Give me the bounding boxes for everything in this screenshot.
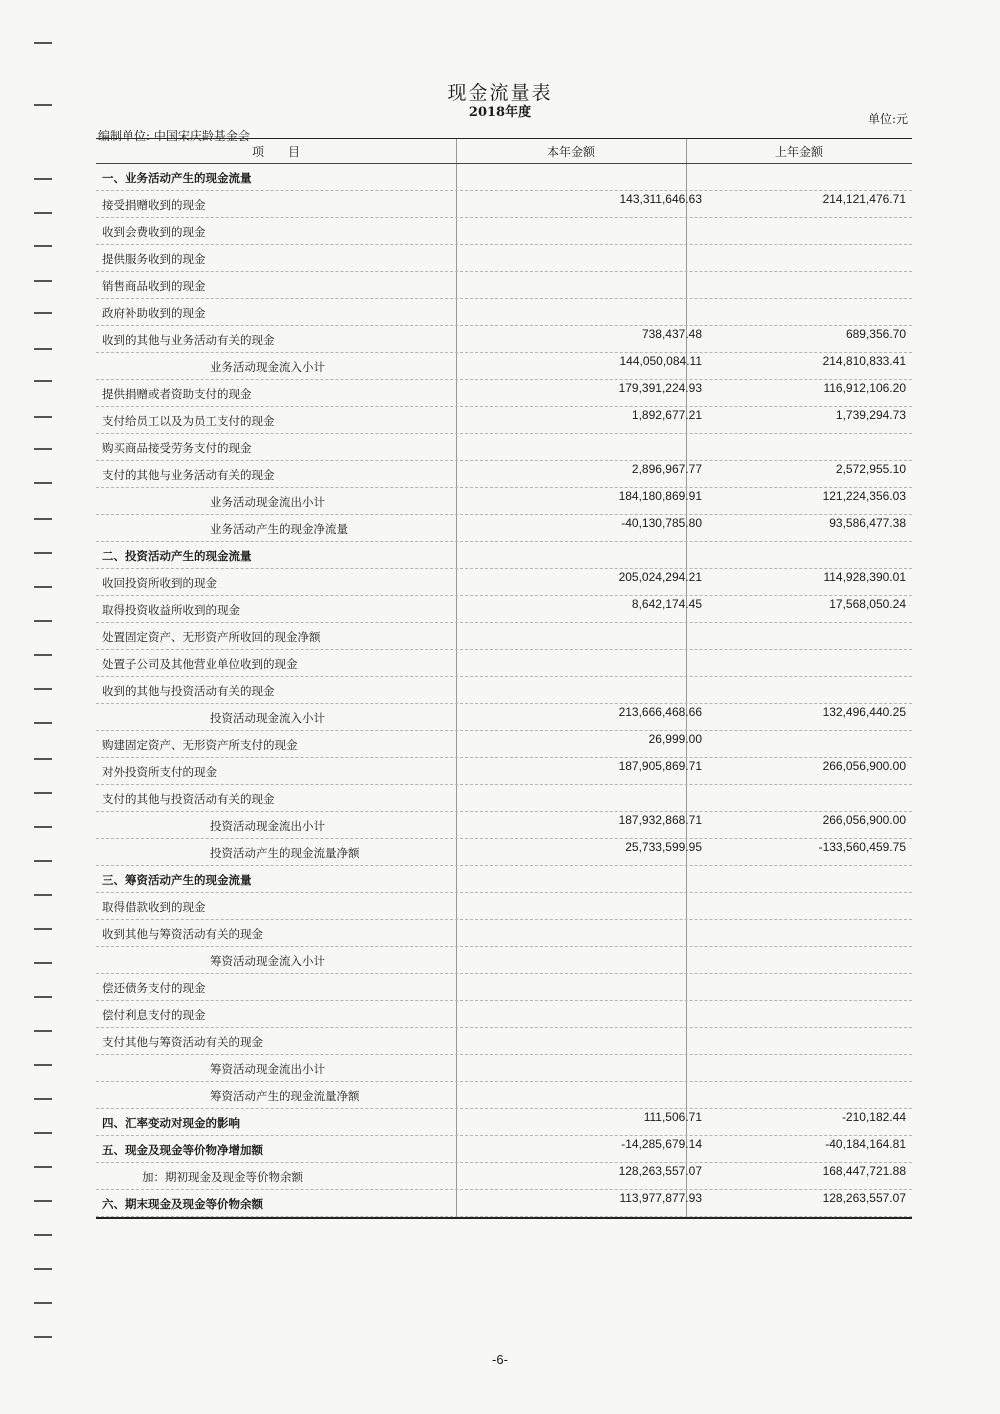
row-label: 偿还债务支付的现金 [102,981,206,995]
previous-year-amount: -40,184,164.81 [825,1137,906,1151]
previous-year-amount: 1,739,294.73 [835,408,906,422]
row-label: 二、投资活动产生的现金流量 [102,549,252,563]
current-year-amount: 187,905,869.71 [618,759,702,773]
table-row [96,1109,912,1136]
table-row [96,731,912,758]
row-label: 支付其他与筹资活动有关的现金 [102,1035,263,1049]
row-label: 支付给员工以及为员工支付的现金 [102,414,275,428]
table-row [96,866,912,893]
table-row [96,974,912,1001]
current-year-amount: 179,391,224.93 [618,381,702,395]
row-label: 一、业务活动产生的现金流量 [102,171,252,185]
table-row [96,353,912,380]
previous-year-amount: 17,568,050.24 [829,597,906,611]
table-row [96,407,912,434]
table-row [96,164,912,191]
table-row [96,245,912,272]
row-label: 收到的其他与投资活动有关的现金 [102,684,275,698]
table-row [96,299,912,326]
row-label: 购买商品接受劳务支付的现金 [102,441,252,455]
previous-year-amount: 121,224,356.03 [822,489,906,503]
row-label: 三、筹资活动产生的现金流量 [102,873,252,887]
current-year-amount: 144,050,084.11 [619,354,702,368]
header-item: 项 目 [251,145,300,159]
previous-year-amount: 93,586,477.38 [829,516,906,530]
row-label: 投资活动现金流入小计 [210,711,325,725]
table-row [96,434,912,461]
table-row [96,1028,912,1055]
row-label: 四、汇率变动对现金的影响 [102,1116,240,1130]
current-year-amount: 187,932,868.71 [618,813,702,827]
document-year: 2018年度 [468,105,532,120]
table-row [96,758,912,785]
document-title: 现金流量表 [447,82,553,104]
previous-year-amount: 266,056,900.00 [822,759,906,773]
row-label: 接受捐赠收到的现金 [102,198,206,212]
row-label: 筹资活动现金流出小计 [210,1062,325,1076]
row-label: 收到的其他与业务活动有关的现金 [102,333,275,347]
row-label: 处置子公司及其他营业单位收到的现金 [102,657,298,671]
table-row [96,380,912,407]
table-row [96,191,912,218]
row-label: 提供捐赠或者资助支付的现金 [102,387,252,401]
table-row [96,542,912,569]
previous-year-amount: 214,810,833.41 [822,354,906,368]
table-row [96,218,912,245]
table-row [96,839,912,866]
row-label: 筹资活动产生的现金流量净额 [210,1089,360,1103]
row-label: 政府补助收到的现金 [102,306,206,320]
binding-margin [28,30,58,1384]
row-label: 支付的其他与业务活动有关的现金 [102,468,275,482]
previous-year-amount: 128,263,557.07 [822,1191,906,1205]
table-header [96,139,912,164]
current-year-amount: 184,180,869.91 [618,489,702,503]
row-label: 取得借款收到的现金 [102,900,206,914]
previous-year-amount: 689,356.70 [845,327,906,341]
previous-year-amount: 168,447,721.88 [822,1164,906,1178]
table-row [96,1136,912,1163]
header-current: 本年金额 [546,145,595,159]
table-row [96,947,912,974]
table-row [96,1190,912,1217]
row-label: 六、期末现金及现金等价物余额 [102,1197,263,1211]
current-year-amount: 143,311,646.63 [619,192,702,206]
previous-year-amount: 116,912,106.20 [823,381,906,395]
table-row [96,461,912,488]
current-year-amount: 205,024,294.21 [618,570,702,584]
row-label: 收回投资所收到的现金 [102,576,217,590]
table-row [96,272,912,299]
table-row [96,920,912,947]
previous-year-amount: -210,182.44 [841,1110,906,1124]
table-row [96,623,912,650]
table-row [96,596,912,623]
row-label: 取得投资收益所收到的现金 [102,603,240,617]
row-label: 对外投资所支付的现金 [102,765,217,779]
row-label: 投资活动产生的现金流量净额 [210,846,360,860]
previous-year-amount: 2,572,955.10 [835,462,906,476]
row-label: 收到其他与筹资活动有关的现金 [102,927,263,941]
org-label: 编制单位: 中国宋庆龄基金会 [98,129,250,143]
page-number: -6- [492,1352,508,1367]
current-year-amount: 111,506.71 [643,1110,702,1124]
current-year-amount: 128,263,557.07 [618,1164,702,1178]
table-body [96,164,912,1217]
current-year-amount: 2,896,967.77 [631,462,702,476]
previous-year-amount: -133,560,459.75 [818,840,906,854]
row-label: 业务活动现金流出小计 [210,495,325,509]
table-row [96,812,912,839]
row-label: 销售商品收到的现金 [102,279,206,293]
table-row [96,785,912,812]
row-label: 业务活动现金流入小计 [210,360,325,374]
row-label: 偿付利息支付的现金 [102,1008,206,1022]
table-row [96,326,912,353]
table-row [96,1001,912,1028]
previous-year-amount: 214,121,476.71 [822,192,906,206]
row-label: 业务活动产生的现金净流量 [210,522,348,536]
table-row [96,677,912,704]
table-row [96,488,912,515]
row-label: 处置固定资产、无形资产所收回的现金净额 [102,630,321,644]
table-row [96,704,912,731]
current-year-amount: 738,437.48 [641,327,702,341]
current-year-amount: 113,977,877.93 [619,1191,702,1205]
row-label: 购建固定资产、无形资产所支付的现金 [102,738,298,752]
header-previous: 上年金额 [774,145,823,159]
row-label: 支付的其他与投资活动有关的现金 [102,792,275,806]
current-year-amount: 25,733,599.95 [625,840,702,854]
current-year-amount: 26,999.00 [648,732,702,746]
table-row [96,569,912,596]
previous-year-amount: 114,928,390.01 [823,570,906,584]
table-row [96,515,912,542]
current-year-amount: -40,130,785.80 [621,516,702,530]
row-label: 提供服务收到的现金 [102,252,206,266]
current-year-amount: 213,666,468.66 [618,705,702,719]
table-row [96,893,912,920]
row-label: 加：期初现金及现金等价物余额 [142,1170,303,1184]
current-year-amount: 1,892,677.21 [631,408,702,422]
table-row [96,1055,912,1082]
row-label: 五、现金及现金等价物净增加额 [102,1143,263,1157]
table-row [96,1163,912,1190]
table-row [96,1082,912,1109]
row-label: 投资活动现金流出小计 [210,819,325,833]
current-year-amount: -14,285,679.14 [621,1137,702,1151]
current-year-amount: 8,642,174.45 [631,597,702,611]
table-row [96,650,912,677]
cash-flow-table [96,138,912,1219]
unit-label: 单位:元 [867,112,908,126]
previous-year-amount: 266,056,900.00 [822,813,906,827]
row-label: 收到会费收到的现金 [102,225,206,239]
row-label: 筹资活动现金流入小计 [210,954,325,968]
previous-year-amount: 132,496,440.25 [822,705,906,719]
